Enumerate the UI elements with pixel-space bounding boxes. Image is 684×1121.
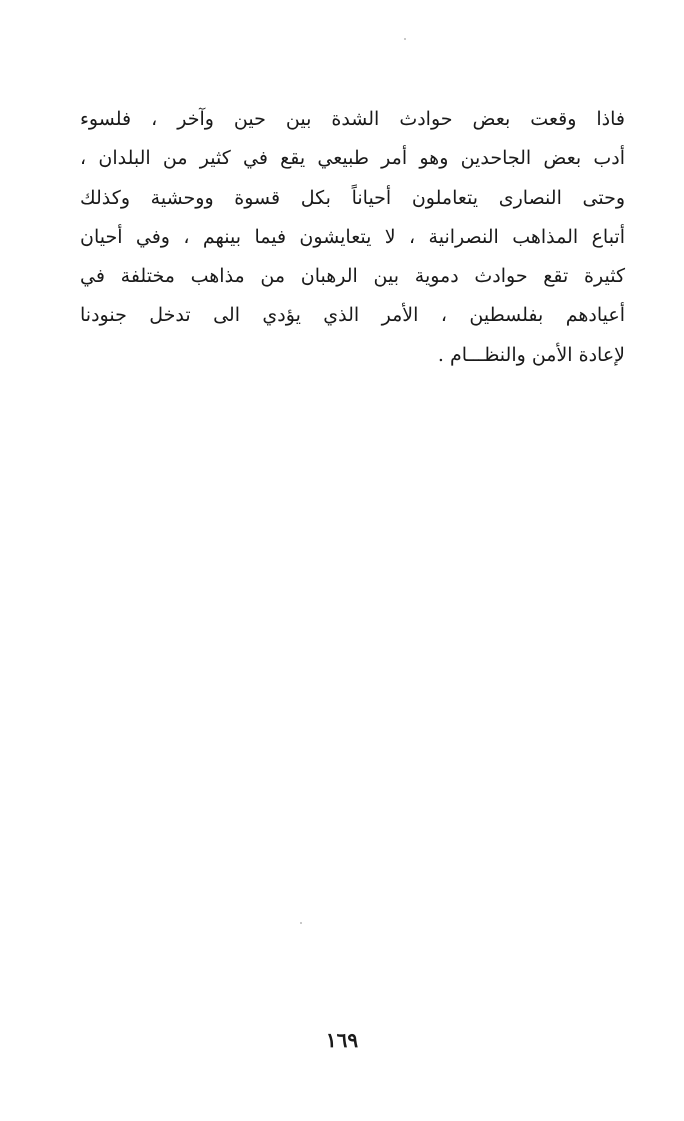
paragraph-line-4: أتباع المذاهب النصرانية ، لا يتعايشون فيما بينهم ، وفي أحيان bbox=[80, 225, 625, 248]
paragraph-line-2: أدب بعض الجاحدين وهو أمر طبيعي يقع في كثير من البلدان ، bbox=[80, 147, 625, 170]
paragraph-line-6: أعيادهم بفلسطين ، الأمر الذي يؤدي الى تدخل جنودنا bbox=[80, 304, 625, 327]
paragraph-line-7: لإعادة الأمن والنظـــام . bbox=[437, 343, 625, 366]
paragraph-line-1: فاذا وقعت بعض حوادث الشدة بين حين وآخر ، فلسوء bbox=[80, 108, 625, 130]
body-paragraph bbox=[80, 100, 625, 375]
page-number: ١٦٩ bbox=[325, 1028, 359, 1052]
paragraph-line-3: وحتى النصارى يتعاملون أحياناً بكل قسوة ووحشية وكذلك bbox=[80, 186, 625, 209]
paragraph-line-5: كثيرة تقع حوادث دموية بين الرهبان من مذاهب مختلفة في bbox=[80, 265, 625, 288]
scan-speck bbox=[404, 38, 406, 40]
scan-speck bbox=[300, 922, 302, 924]
